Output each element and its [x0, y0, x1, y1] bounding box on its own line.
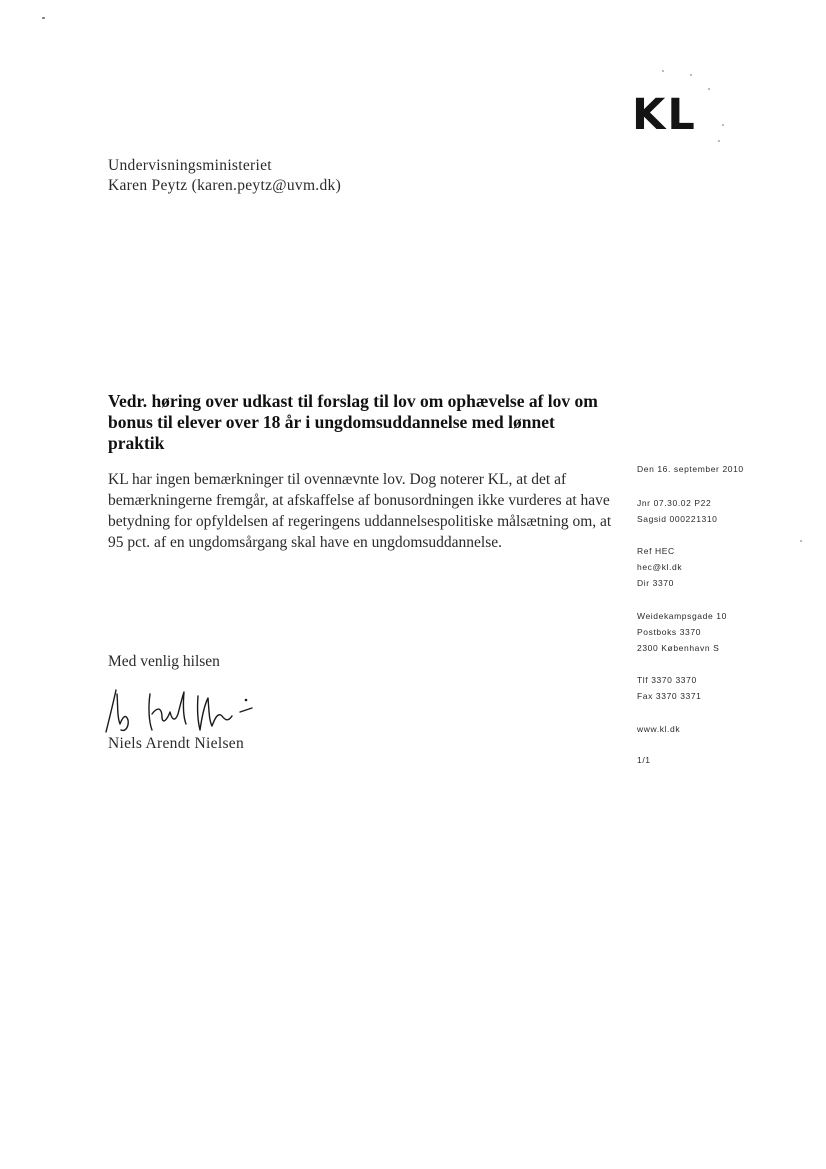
recipient-contact: Karen Peytz (karen.peytz@uvm.dk) [108, 177, 342, 194]
letter-body: KL har ingen bemærkninger til ovennævnte lov. Dog noterer KL, at det af bemærkningerne fremgår, at afskaffelse af bonusordningen ikke vurderes at have betydning for opfyldelsen af regeringens uddannelsespolitiske målsætning om, at 95 pct. af en ungdomsårgang skal have en ungdomsuddannelse. [108, 471, 612, 551]
scan-speck [708, 88, 710, 90]
scan-speck [800, 540, 802, 542]
address-city: 2300 København S [637, 643, 720, 653]
scan-speck [662, 70, 664, 72]
phone-block [637, 672, 702, 704]
reference-block [637, 495, 718, 527]
scan-speck [42, 17, 45, 19]
sender-direct-line: Dir 3370 [637, 578, 674, 588]
address-block [637, 608, 727, 656]
scan-speck [690, 74, 692, 76]
sender-block [637, 543, 682, 591]
recipient-block [108, 156, 341, 196]
recipient-organization: Undervisningsministeriet [108, 157, 272, 174]
letter-closing: Med venlig hilsen [108, 653, 220, 670]
scan-speck [718, 140, 720, 142]
phone-number: Tlf 3370 3370 [637, 675, 697, 685]
journal-number: Jnr 07.30.02 P22 [637, 498, 712, 508]
letter-subject: Vedr. høring over udkast til forslag til lov om ophævelse af lov om bonus til elever over 18 år i ungdomsuddannelse med lønnet praktik [108, 391, 598, 453]
fax-number: Fax 3370 3371 [637, 691, 702, 701]
page-number: 1/1 [637, 755, 651, 765]
sender-email: hec@kl.dk [637, 562, 683, 572]
scan-speck [722, 124, 724, 126]
kl-logo: KL [632, 90, 697, 140]
address-street: Weidekampsgade 10 [637, 611, 727, 621]
address-postbox: Postboks 3370 [637, 627, 702, 637]
case-id: Sagsid 000221310 [637, 514, 718, 524]
letter-date: Den 16. september 2010 [637, 464, 744, 474]
handwritten-signature [104, 686, 264, 738]
sender-ref: Ref HEC [637, 546, 675, 556]
website: www.kl.dk [637, 724, 681, 734]
signer-name: Niels Arendt Nielsen [108, 735, 245, 752]
